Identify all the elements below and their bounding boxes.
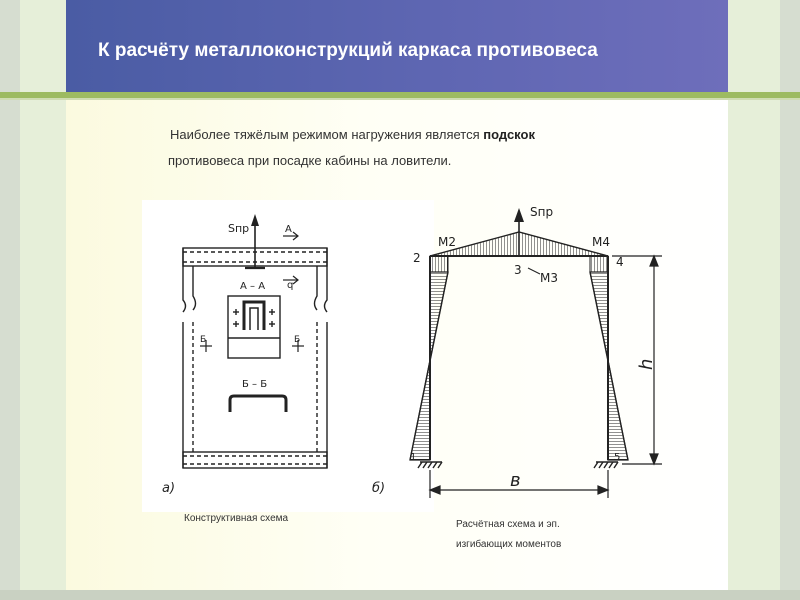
node-4-label: 4	[616, 255, 624, 269]
section-aa-label: А – А	[240, 281, 266, 292]
intro-line-1-bold: подскок	[483, 127, 535, 142]
figure-b-caption	[456, 515, 561, 555]
moment-corner-right	[590, 256, 608, 272]
section-q-letter: q	[287, 280, 294, 291]
node-5-label: 5	[614, 452, 621, 463]
left-post-upper	[183, 248, 186, 312]
left-support	[418, 462, 442, 468]
figure-b-frame	[430, 256, 608, 460]
height-label: h	[636, 358, 657, 370]
intro-line-2: противовеса при посадке кабины на ловители.	[168, 153, 452, 168]
figure-a-force-arrow	[251, 214, 259, 268]
figure-b-force-label: Sпр	[530, 205, 554, 219]
figure-b-caption-line-2: изгибающих моментов	[456, 539, 562, 550]
figure-a-force-label: Sпр	[228, 222, 250, 235]
section-a-letter: А	[285, 224, 292, 235]
moment-m2-label: M2	[438, 235, 456, 249]
node-3-label: 3	[514, 263, 522, 277]
right-post-upper	[325, 248, 328, 312]
width-label: в	[510, 470, 521, 491]
figure-b-panel-letter: б)	[372, 481, 386, 496]
node-1-label: 1	[410, 452, 417, 463]
moment-m4-label: M4	[592, 235, 610, 249]
slide-title: К расчёту металлоконструкций каркаса противовеса	[98, 40, 598, 61]
node-2-label: 2	[413, 251, 421, 265]
section-b-right-letter: Б	[294, 335, 301, 345]
figure-a-panel-letter: а)	[162, 481, 176, 496]
section-bb-drawing	[230, 396, 286, 412]
section-b-left-letter: Б	[200, 335, 207, 345]
moment-m3-label: M3	[540, 271, 558, 285]
section-bb-label: Б – Б	[242, 379, 268, 390]
intro-line-1-text: Наиболее тяжёлым режимом нагружения является	[170, 127, 484, 142]
figure-b-caption-line-1: Расчётная схема и эп.	[456, 519, 560, 530]
bottom-beam	[183, 452, 327, 468]
figure-a-caption: Конструктивная схема	[184, 513, 289, 524]
moment-corner-left	[430, 256, 448, 272]
section-aa-drawing	[228, 296, 280, 358]
